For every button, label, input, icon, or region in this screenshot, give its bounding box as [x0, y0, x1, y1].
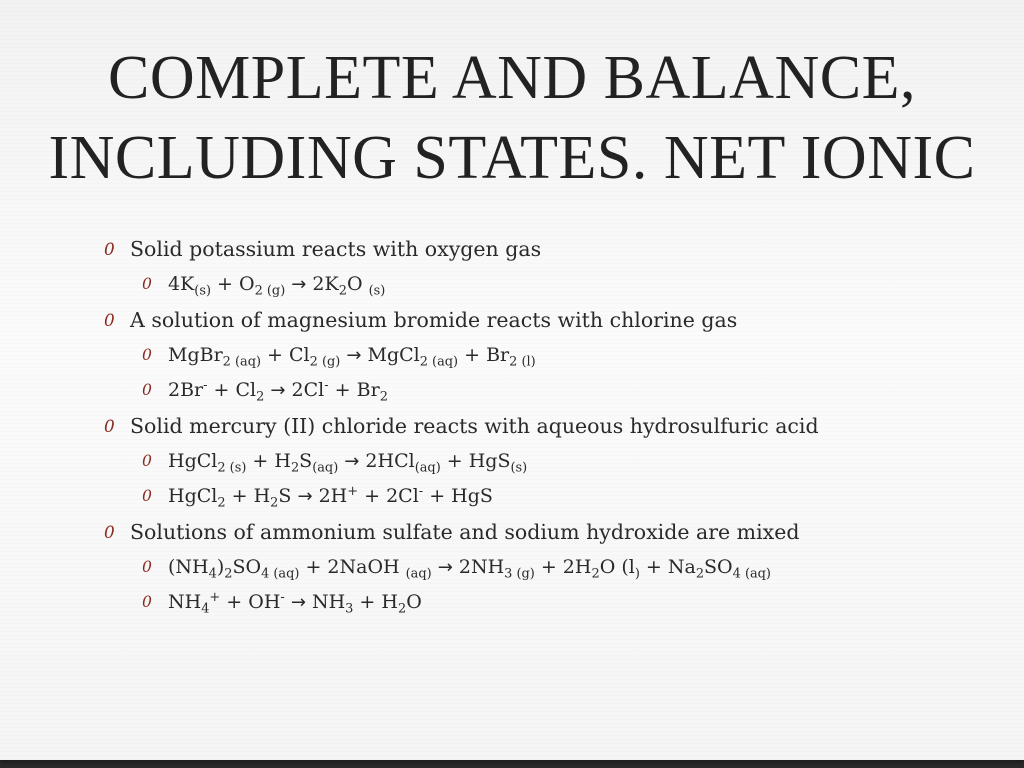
equation-text: + HgS: [423, 485, 493, 507]
equation-item: [142, 341, 924, 370]
subscript: (s): [368, 283, 386, 299]
chemical-equation: [168, 589, 422, 617]
subscript: 2 (s): [217, 460, 247, 476]
bullet-marker: 0: [142, 346, 152, 364]
subscript: 2: [224, 566, 233, 582]
equation-text: + Cl: [207, 379, 257, 401]
equation-item: [142, 482, 924, 511]
equation-text: MgCl: [361, 344, 420, 366]
bullet-text: Solutions of ammonium sulfate and sodium hydroxide are mixed: [130, 520, 800, 544]
subscript: (s): [510, 460, 528, 476]
equation-text: O: [346, 273, 369, 295]
equation-text: + Cl: [261, 344, 310, 366]
subscript: 2: [270, 495, 279, 511]
equation-text: (NH: [168, 556, 209, 578]
subscript: ): [634, 566, 640, 582]
bullet-text: Solid potassium reacts with oxygen gas: [130, 237, 542, 261]
superscript: -: [324, 377, 329, 393]
subscript: 4: [201, 601, 210, 617]
equation-item: [142, 376, 924, 405]
chemical-equation: [168, 377, 388, 405]
bullet-marker: 0: [142, 452, 152, 470]
equation-text: 4K: [168, 273, 195, 295]
subscript: 2: [338, 283, 347, 299]
reaction-arrow-icon: →: [270, 380, 286, 401]
reaction-arrow-icon: →: [290, 592, 306, 613]
equation-text: NH: [305, 591, 346, 613]
subscript: 2: [290, 460, 300, 476]
bullet-marker: 0: [142, 381, 152, 399]
subscript: (aq): [405, 566, 432, 582]
subscript: 2: [397, 601, 407, 617]
bullet-item: [104, 305, 924, 335]
equation-item: [142, 447, 924, 476]
equation-text: HgCl: [168, 450, 218, 472]
chemical-equation: [168, 450, 528, 476]
equation-text: 2NH: [452, 556, 505, 578]
superscript: -: [203, 377, 208, 393]
bullet-item: [104, 234, 924, 264]
bullet-marker: 0: [104, 310, 115, 330]
bullet-marker: 0: [142, 593, 152, 611]
subscript: 2 (aq): [419, 354, 459, 370]
equation-text: HgCl: [168, 485, 218, 507]
equation-text: + 2Cl: [358, 485, 419, 507]
equation-text: SO: [704, 556, 733, 578]
bullet-marker: 0: [104, 522, 115, 542]
equation-text: 2H: [312, 485, 348, 507]
slide-title: [0, 38, 1024, 198]
subscript: 2: [695, 566, 705, 582]
superscript: +: [347, 483, 359, 499]
bullet-marker: 0: [104, 416, 115, 436]
reaction-arrow-icon: →: [346, 345, 362, 366]
subscript: (aq): [312, 460, 339, 476]
equation-text: + Br: [458, 344, 510, 366]
chemical-equation: [168, 483, 493, 511]
subscript: 3: [345, 601, 354, 617]
equation-text: 2HCl: [359, 450, 415, 472]
equation-text: NH: [168, 591, 202, 613]
chemical-equation: [168, 273, 386, 299]
equation-item: [142, 553, 924, 582]
equation-text: 2Br: [168, 379, 204, 401]
bullet-marker: 0: [142, 275, 152, 293]
equation-text: O (l: [599, 556, 635, 578]
equation-item: [142, 270, 924, 299]
bullet-marker: 0: [142, 558, 152, 576]
subscript: 3 (g): [504, 566, 535, 582]
equation-text: ): [216, 556, 225, 578]
superscript: -: [418, 483, 424, 499]
subscript: 2: [256, 389, 265, 405]
equation-text: S: [278, 485, 298, 507]
subscript: 2: [217, 495, 226, 511]
subscript: (s): [194, 283, 211, 299]
subscript: 4: [208, 566, 217, 582]
equation-text: + Br: [328, 379, 380, 401]
title-line-1: COMPLETE AND BALANCE,: [108, 44, 916, 112]
equation-text: 2Cl: [285, 379, 325, 401]
chemical-equation: [168, 344, 536, 370]
equation-item: [142, 588, 924, 617]
subscript: (aq): [414, 460, 441, 476]
subscript: 4 (aq): [732, 566, 771, 582]
equation-text: + H: [246, 450, 291, 472]
equation-text: SO: [232, 556, 262, 578]
reaction-arrow-icon: →: [291, 274, 307, 295]
subscript: 2 (aq): [222, 354, 262, 370]
equation-text: + 2NaOH: [299, 556, 406, 578]
subscript: 2 (l): [509, 354, 536, 370]
subscript: 2 (g): [254, 283, 286, 299]
bullet-text: A solution of magnesium bromide reacts with chlorine gas: [130, 308, 738, 332]
reaction-arrow-icon: →: [344, 451, 360, 472]
superscript: +: [209, 589, 221, 605]
subscript: 2: [379, 389, 388, 405]
equation-text: + 2H: [534, 556, 592, 578]
subscript: 2: [591, 566, 600, 582]
equation-text: MgBr: [168, 344, 223, 366]
equation-text: S: [299, 450, 313, 472]
title-line-2: INCLUDING STATES. NET IONIC: [48, 124, 976, 192]
superscript: -: [280, 589, 285, 605]
chemical-equation: [168, 556, 771, 582]
bullet-item: [104, 411, 924, 441]
equation-text: + HgS: [440, 450, 511, 472]
equation-text: + H: [353, 591, 398, 613]
equation-text: + H: [225, 485, 271, 507]
equation-text: O: [406, 591, 422, 613]
subscript: 2 (g): [309, 354, 341, 370]
equation-text: 2K: [306, 273, 339, 295]
bullet-item: [104, 517, 924, 547]
equation-text: + OH: [220, 591, 281, 613]
equation-text: + Na: [639, 556, 696, 578]
bullet-marker: 0: [104, 239, 115, 259]
subscript: 4 (aq): [261, 566, 300, 582]
equation-text: + O: [211, 273, 255, 295]
bullet-marker: 0: [142, 487, 152, 505]
bullet-text: Solid mercury (II) chloride reacts with aqueous hydrosulfuric acid: [130, 414, 819, 438]
bullet-list: [104, 234, 924, 623]
reaction-arrow-icon: →: [437, 557, 453, 578]
reaction-arrow-icon: →: [297, 486, 313, 507]
